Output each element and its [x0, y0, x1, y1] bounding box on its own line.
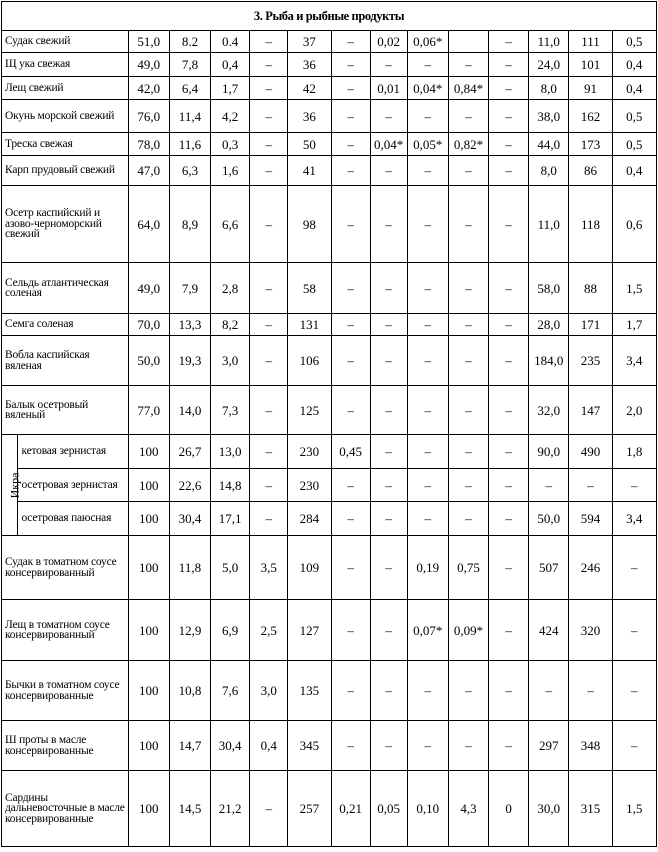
- value-cell: –: [489, 721, 529, 771]
- row-name: Сельдь атлантическая соленая: [2, 263, 129, 314]
- value-cell: –: [448, 314, 488, 336]
- value-cell: 58,0: [529, 263, 569, 314]
- value-cell: –: [407, 314, 448, 336]
- value-cell: 36: [288, 100, 331, 133]
- value-cell: 100: [128, 721, 169, 771]
- value-cell: 100: [128, 502, 169, 536]
- value-cell: –: [529, 469, 569, 502]
- row-name: Бычки в томатном соусе консервированные: [2, 661, 129, 721]
- value-cell: –: [448, 502, 488, 536]
- table-row: [2, 661, 657, 721]
- value-cell: –: [331, 336, 370, 386]
- value-cell: –: [370, 156, 407, 186]
- value-cell: 88: [569, 263, 612, 314]
- value-cell: 3,5: [250, 536, 288, 600]
- value-cell: –: [448, 336, 488, 386]
- value-cell: 594: [569, 502, 612, 536]
- value-cell: 507: [529, 536, 569, 600]
- value-cell: 0,01: [370, 77, 407, 100]
- value-cell: –: [489, 53, 529, 77]
- value-cell: –: [250, 186, 288, 263]
- value-cell: 100: [128, 600, 169, 661]
- value-cell: –: [250, 263, 288, 314]
- value-cell: 11,6: [169, 133, 210, 156]
- value-cell: –: [569, 661, 612, 721]
- value-cell: –: [370, 600, 407, 661]
- value-cell: 235: [569, 336, 612, 386]
- value-cell: –: [489, 31, 529, 53]
- value-cell: 78,0: [128, 133, 169, 156]
- value-cell: 11,4: [169, 100, 210, 133]
- value-cell: –: [407, 469, 448, 502]
- value-cell: –: [370, 536, 407, 600]
- value-cell: –: [250, 31, 288, 53]
- row-name: Балык осетровый вяленый: [2, 386, 129, 435]
- value-cell: 91: [569, 77, 612, 100]
- value-cell: 0,84*: [448, 77, 488, 100]
- value-cell: 0,21: [331, 771, 370, 847]
- value-cell: –: [448, 186, 488, 263]
- value-cell: 0,3: [211, 133, 250, 156]
- value-cell: –: [489, 536, 529, 600]
- value-cell: –: [250, 386, 288, 435]
- value-cell: –: [370, 314, 407, 336]
- value-cell: 98: [288, 186, 331, 263]
- value-cell: 90,0: [529, 435, 569, 469]
- value-cell: 100: [128, 435, 169, 469]
- value-cell: –: [370, 386, 407, 435]
- row-name: Щ ука свежая: [2, 53, 129, 77]
- value-cell: 14,7: [169, 721, 210, 771]
- value-cell: –: [489, 661, 529, 721]
- value-cell: 320: [569, 600, 612, 661]
- table-row: [2, 53, 657, 77]
- value-cell: 32,0: [529, 386, 569, 435]
- value-cell: –: [250, 100, 288, 133]
- table-row: [2, 100, 657, 133]
- value-cell: –: [448, 156, 488, 186]
- value-cell: –: [407, 100, 448, 133]
- value-cell: –: [489, 100, 529, 133]
- value-cell: –: [331, 386, 370, 435]
- value-cell: 131: [288, 314, 331, 336]
- value-cell: 12,9: [169, 600, 210, 661]
- value-cell: –: [612, 600, 656, 661]
- value-cell: 100: [128, 469, 169, 502]
- value-cell: –: [250, 771, 288, 847]
- value-cell: –: [370, 435, 407, 469]
- value-cell: 11,0: [529, 31, 569, 53]
- value-cell: –: [331, 156, 370, 186]
- value-cell: –: [448, 386, 488, 435]
- value-cell: 6,6: [211, 186, 250, 263]
- value-cell: –: [331, 721, 370, 771]
- value-cell: 5,0: [211, 536, 250, 600]
- value-cell: –: [370, 721, 407, 771]
- value-cell: 14,8: [211, 469, 250, 502]
- value-cell: 8.2: [169, 31, 210, 53]
- value-cell: 1,6: [211, 156, 250, 186]
- table-row: [2, 263, 657, 314]
- table-row: [2, 502, 657, 536]
- value-cell: 0,82*: [448, 133, 488, 156]
- value-cell: 230: [288, 469, 331, 502]
- value-cell: 0,05: [370, 771, 407, 847]
- value-cell: –: [370, 100, 407, 133]
- value-cell: 4,2: [211, 100, 250, 133]
- value-cell: –: [407, 186, 448, 263]
- row-name: Треска свежая: [2, 133, 129, 156]
- value-cell: 30,4: [211, 721, 250, 771]
- value-cell: –: [489, 186, 529, 263]
- value-cell: –: [448, 661, 488, 721]
- value-cell: 348: [569, 721, 612, 771]
- value-cell: 0,5: [612, 31, 656, 53]
- value-cell: –: [370, 53, 407, 77]
- table-row: [2, 133, 657, 156]
- value-cell: –: [331, 133, 370, 156]
- value-cell: 0,45: [331, 435, 370, 469]
- value-cell: 0,06*: [407, 31, 448, 53]
- table-row: [2, 314, 657, 336]
- value-cell: –: [489, 386, 529, 435]
- value-cell: –: [407, 386, 448, 435]
- value-cell: –: [331, 53, 370, 77]
- value-cell: –: [489, 133, 529, 156]
- row-name: Семга соленая: [2, 314, 129, 336]
- value-cell: –: [331, 536, 370, 600]
- value-cell: 135: [288, 661, 331, 721]
- value-cell: 0,05*: [407, 133, 448, 156]
- value-cell: –: [612, 661, 656, 721]
- value-cell: –: [612, 469, 656, 502]
- value-cell: 8,0: [529, 77, 569, 100]
- value-cell: –: [407, 263, 448, 314]
- value-cell: 76,0: [128, 100, 169, 133]
- value-cell: –: [448, 263, 488, 314]
- row-name: Окунь морской свежий: [2, 100, 129, 133]
- value-cell: 0,04*: [407, 77, 448, 100]
- table-row: [2, 156, 657, 186]
- value-cell: –: [250, 435, 288, 469]
- value-cell: 162: [569, 100, 612, 133]
- value-cell: –: [250, 469, 288, 502]
- value-cell: 36: [288, 53, 331, 77]
- value-cell: –: [448, 53, 488, 77]
- value-cell: –: [489, 77, 529, 100]
- row-name: Судак свежий: [2, 31, 129, 53]
- value-cell: 0,02: [370, 31, 407, 53]
- table-row: [2, 600, 657, 661]
- value-cell: 49,0: [128, 53, 169, 77]
- value-cell: –: [370, 336, 407, 386]
- value-cell: –: [331, 186, 370, 263]
- value-cell: 22,6: [169, 469, 210, 502]
- value-cell: –: [331, 661, 370, 721]
- value-cell: 3,4: [612, 502, 656, 536]
- value-cell: 8,2: [211, 314, 250, 336]
- value-cell: –: [250, 77, 288, 100]
- value-cell: 6,4: [169, 77, 210, 100]
- value-cell: 8,9: [169, 186, 210, 263]
- table-row: [2, 77, 657, 100]
- value-cell: 284: [288, 502, 331, 536]
- value-cell: –: [250, 336, 288, 386]
- table-row: [2, 31, 657, 53]
- value-cell: 1,8: [612, 435, 656, 469]
- value-cell: –: [489, 336, 529, 386]
- row-name: Ш проты в масле консервированные: [2, 721, 129, 771]
- row-name: Вобла каспийская вяленая: [2, 336, 129, 386]
- group-label-cell: [2, 435, 22, 536]
- value-cell: 230: [288, 435, 331, 469]
- table-row: [2, 386, 657, 435]
- value-cell: 42: [288, 77, 331, 100]
- value-cell: 14,0: [169, 386, 210, 435]
- value-cell: –: [407, 721, 448, 771]
- value-cell: 490: [569, 435, 612, 469]
- section-title: 3. Рыба и рыбные продукты: [2, 2, 657, 31]
- value-cell: 7,3: [211, 386, 250, 435]
- value-cell: 2,0: [612, 386, 656, 435]
- value-cell: 0,04*: [370, 133, 407, 156]
- value-cell: 14,5: [169, 771, 210, 847]
- value-cell: 1,5: [612, 263, 656, 314]
- row-name: Лещ свежий: [2, 77, 129, 100]
- value-cell: 0,07*: [407, 600, 448, 661]
- value-cell: –: [407, 156, 448, 186]
- value-cell: 2,5: [250, 600, 288, 661]
- value-cell: 0,4: [612, 156, 656, 186]
- value-cell: 30,4: [169, 502, 210, 536]
- table-row: [2, 721, 657, 771]
- value-cell: 47,0: [128, 156, 169, 186]
- value-cell: 100: [128, 536, 169, 600]
- value-cell: –: [489, 314, 529, 336]
- value-cell: 106: [288, 336, 331, 386]
- value-cell: 13,0: [211, 435, 250, 469]
- value-cell: 70,0: [128, 314, 169, 336]
- value-cell: 30,0: [529, 771, 569, 847]
- value-cell: 111: [569, 31, 612, 53]
- value-cell: –: [529, 661, 569, 721]
- value-cell: –: [250, 53, 288, 77]
- value-cell: 0.4: [211, 31, 250, 53]
- value-cell: –: [250, 502, 288, 536]
- value-cell: 127: [288, 600, 331, 661]
- value-cell: 58: [288, 263, 331, 314]
- value-cell: 0,5: [612, 133, 656, 156]
- value-cell: –: [370, 186, 407, 263]
- table-row: [2, 469, 657, 502]
- value-cell: –: [370, 661, 407, 721]
- value-cell: 7,8: [169, 53, 210, 77]
- value-cell: 147: [569, 386, 612, 435]
- value-cell: 184,0: [529, 336, 569, 386]
- value-cell: 10,8: [169, 661, 210, 721]
- value-cell: –: [569, 469, 612, 502]
- value-cell: 6,3: [169, 156, 210, 186]
- value-cell: 0,10: [407, 771, 448, 847]
- value-cell: 8,0: [529, 156, 569, 186]
- value-cell: –: [331, 31, 370, 53]
- value-cell: 1,7: [211, 77, 250, 100]
- value-cell: 345: [288, 721, 331, 771]
- value-cell: 0,4: [612, 77, 656, 100]
- table-row: [2, 435, 657, 469]
- value-cell: 26,7: [169, 435, 210, 469]
- value-cell: 37: [288, 31, 331, 53]
- value-cell: 3,0: [250, 661, 288, 721]
- value-cell: 49,0: [128, 263, 169, 314]
- value-cell: 246: [569, 536, 612, 600]
- group-label: Икра: [7, 472, 22, 499]
- value-cell: 0,6: [612, 186, 656, 263]
- value-cell: 0,4: [612, 53, 656, 77]
- value-cell: 44,0: [529, 133, 569, 156]
- table-row: [2, 771, 657, 847]
- value-cell: 424: [529, 600, 569, 661]
- value-cell: 0,5: [612, 100, 656, 133]
- row-name: Лещ в томатном соусе консервированный: [2, 600, 129, 661]
- value-cell: –: [448, 469, 488, 502]
- value-cell: 64,0: [128, 186, 169, 263]
- value-cell: –: [331, 77, 370, 100]
- row-name: Судак в томатном соусе консервированный: [2, 536, 129, 600]
- value-cell: 0,75: [448, 536, 488, 600]
- value-cell: 21,2: [211, 771, 250, 847]
- nutrition-table: [1, 1, 657, 847]
- value-cell: 7,9: [169, 263, 210, 314]
- value-cell: 118: [569, 186, 612, 263]
- value-cell: 77,0: [128, 386, 169, 435]
- value-cell: 50,0: [128, 336, 169, 386]
- value-cell: –: [407, 502, 448, 536]
- value-cell: –: [250, 314, 288, 336]
- value-cell: 109: [288, 536, 331, 600]
- value-cell: –: [331, 600, 370, 661]
- value-cell: 19,3: [169, 336, 210, 386]
- value-cell: –: [331, 469, 370, 502]
- value-cell: –: [489, 263, 529, 314]
- value-cell: –: [612, 721, 656, 771]
- value-cell: 257: [288, 771, 331, 847]
- value-cell: –: [407, 435, 448, 469]
- row-name: Осетр каспийский и азово-черноморский свежий: [2, 186, 129, 263]
- value-cell: 51,0: [128, 31, 169, 53]
- value-cell: 24,0: [529, 53, 569, 77]
- row-name: Сардины дальневосточные в масле консервированные: [2, 771, 129, 847]
- value-cell: –: [331, 263, 370, 314]
- row-name: осетровая паюсная: [18, 502, 128, 536]
- value-cell: 7,6: [211, 661, 250, 721]
- value-cell: 50,0: [529, 502, 569, 536]
- value-cell: 0,4: [211, 53, 250, 77]
- value-cell: 3,0: [211, 336, 250, 386]
- value-cell: 100: [128, 771, 169, 847]
- value-cell: –: [331, 100, 370, 133]
- value-cell: 297: [529, 721, 569, 771]
- value-cell: –: [407, 53, 448, 77]
- value-cell: 3,4: [612, 336, 656, 386]
- row-name: Карп прудовый свежий: [2, 156, 129, 186]
- value-cell: –: [370, 469, 407, 502]
- value-cell: –: [448, 721, 488, 771]
- table-row: [2, 536, 657, 600]
- value-cell: –: [250, 133, 288, 156]
- value-cell: –: [489, 435, 529, 469]
- value-cell: 0: [489, 771, 529, 847]
- value-cell: 6,9: [211, 600, 250, 661]
- value-cell: –: [370, 502, 407, 536]
- value-cell: 42,0: [128, 77, 169, 100]
- value-cell: –: [489, 469, 529, 502]
- value-cell: 315: [569, 771, 612, 847]
- table-row: [2, 186, 657, 263]
- value-cell: 41: [288, 156, 331, 186]
- value-cell: 13,3: [169, 314, 210, 336]
- row-name: осетровая зернистая: [18, 469, 128, 502]
- value-cell: 0,4: [250, 721, 288, 771]
- value-cell: 101: [569, 53, 612, 77]
- section-title-row: [2, 2, 657, 31]
- value-cell: 2,8: [211, 263, 250, 314]
- value-cell: 28,0: [529, 314, 569, 336]
- value-cell: 38,0: [529, 100, 569, 133]
- value-cell: 100: [128, 661, 169, 721]
- value-cell: 173: [569, 133, 612, 156]
- value-cell: –: [448, 100, 488, 133]
- value-cell: 1,7: [612, 314, 656, 336]
- value-cell: 86: [569, 156, 612, 186]
- value-cell: [448, 31, 488, 53]
- value-cell: 171: [569, 314, 612, 336]
- value-cell: –: [407, 661, 448, 721]
- table-row: [2, 336, 657, 386]
- row-name: кетовая зернистая: [18, 435, 128, 469]
- value-cell: –: [370, 263, 407, 314]
- value-cell: –: [331, 314, 370, 336]
- value-cell: –: [407, 336, 448, 386]
- value-cell: 1,5: [612, 771, 656, 847]
- value-cell: –: [612, 536, 656, 600]
- value-cell: –: [489, 156, 529, 186]
- value-cell: –: [489, 502, 529, 536]
- value-cell: 0,19: [407, 536, 448, 600]
- value-cell: 125: [288, 386, 331, 435]
- value-cell: 17,1: [211, 502, 250, 536]
- value-cell: 50: [288, 133, 331, 156]
- value-cell: –: [448, 435, 488, 469]
- value-cell: 4,3: [448, 771, 488, 847]
- value-cell: –: [331, 502, 370, 536]
- value-cell: 11,0: [529, 186, 569, 263]
- value-cell: –: [489, 600, 529, 661]
- value-cell: –: [250, 156, 288, 186]
- value-cell: 11,8: [169, 536, 210, 600]
- value-cell: 0,09*: [448, 600, 488, 661]
